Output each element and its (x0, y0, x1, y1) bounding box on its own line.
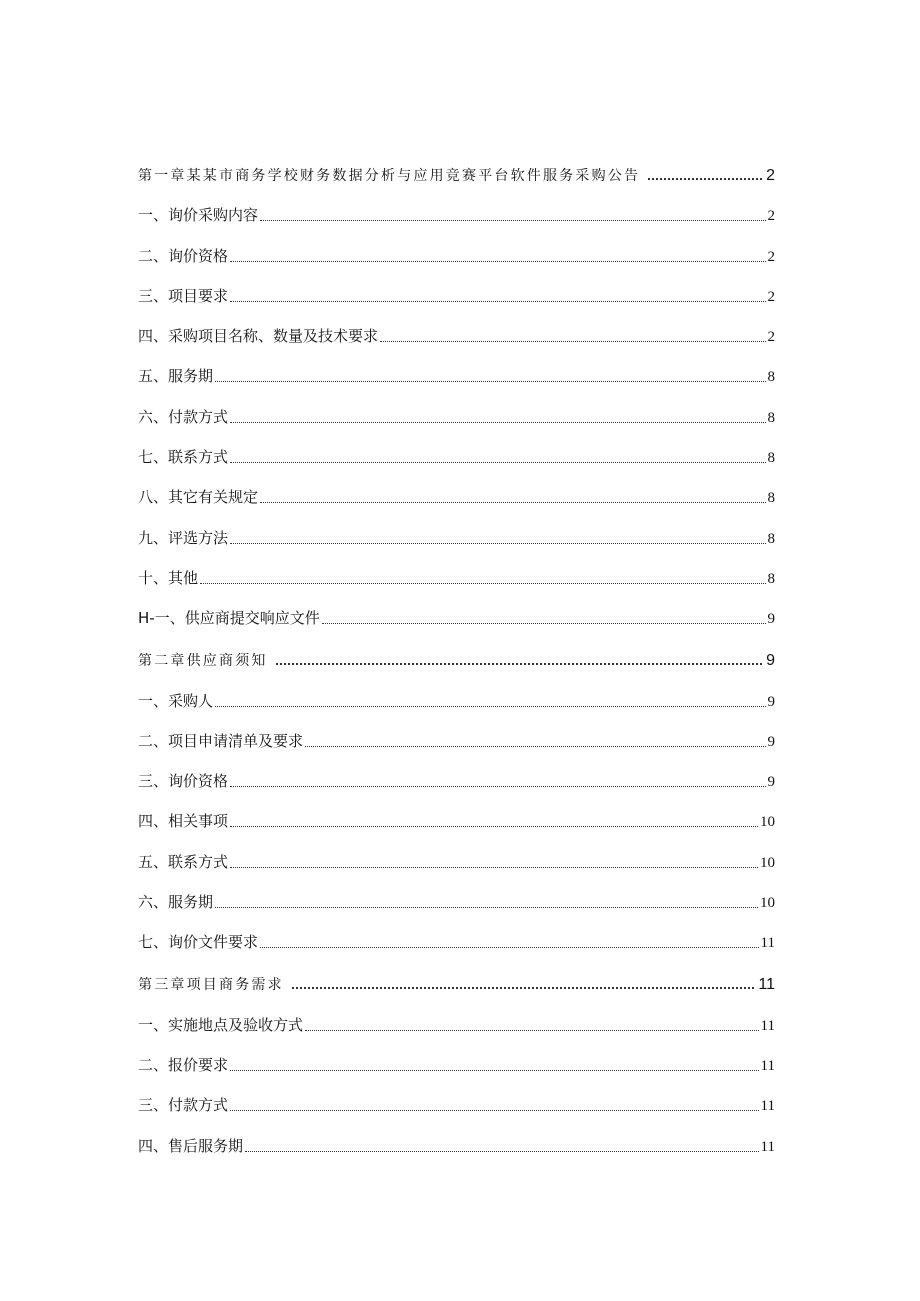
toc-dot-leader (230, 422, 765, 423)
toc-dot-leader (215, 907, 758, 908)
toc-entry-title: 三、付款方式 (138, 1096, 229, 1115)
toc-page-number: 2 (767, 288, 775, 305)
toc-chapter-entry[interactable] (138, 145, 775, 187)
toc-entry-title: 四、采购项目名称、数量及技术要求 (138, 327, 379, 346)
toc-entry-title: 十、其他 (138, 568, 199, 587)
toc-page-number: 8 (767, 450, 775, 467)
toc-entry-title: 五、服务期 (138, 367, 214, 386)
toc-dot-leader (230, 786, 765, 787)
toc-chapter-entry[interactable] (138, 630, 775, 672)
toc-section-entry[interactable] (138, 187, 775, 227)
toc-entry-title: 一、询价采购内容 (138, 206, 259, 225)
toc-entry-title: 六、付款方式 (138, 407, 229, 426)
toc-dot-leader (230, 301, 765, 302)
toc-page-number: 9 (767, 611, 775, 628)
toc-dot-leader (292, 987, 755, 989)
toc-section-entry[interactable] (138, 1037, 775, 1077)
toc-page-number: 10 (760, 895, 775, 912)
table-of-contents (138, 145, 775, 1158)
toc-section-entry[interactable] (138, 348, 775, 388)
toc-entry-title: 二、项目申请清单及要求 (138, 731, 304, 750)
toc-entry-title: 一、采购人 (138, 691, 214, 710)
toc-dot-leader (380, 341, 765, 342)
toc-dot-leader (260, 502, 765, 503)
toc-dot-leader (230, 1070, 759, 1071)
toc-entry-title: 三、询价资格 (138, 772, 229, 791)
toc-section-entry[interactable] (138, 550, 775, 590)
toc-page-number: 9 (767, 693, 775, 710)
toc-section-entry[interactable] (138, 996, 775, 1036)
toc-section-entry[interactable] (138, 713, 775, 753)
toc-dot-leader (260, 220, 765, 221)
toc-dot-leader (215, 706, 765, 707)
toc-section-entry[interactable] (138, 1117, 775, 1157)
toc-entry-title: 四、相关事项 (138, 812, 229, 831)
toc-entry-title: 三、项目要求 (138, 286, 229, 305)
toc-section-entry[interactable] (138, 793, 775, 833)
toc-page-number: 10 (760, 854, 775, 871)
toc-page-number: 11 (760, 1017, 775, 1034)
toc-dot-leader (276, 663, 762, 665)
toc-section-entry[interactable] (138, 1077, 775, 1117)
toc-dot-leader (230, 543, 765, 544)
toc-page-number: 2 (767, 208, 775, 225)
toc-entry-title: 七、联系方式 (138, 448, 229, 467)
toc-section-entry[interactable] (138, 469, 775, 509)
toc-page-number: 8 (767, 490, 775, 507)
toc-dot-leader (230, 1110, 759, 1111)
toc-entry-title: 五、联系方式 (138, 852, 229, 871)
toc-section-entry[interactable] (138, 672, 775, 712)
toc-section-entry[interactable] (138, 268, 775, 308)
toc-section-entry[interactable] (138, 590, 775, 630)
toc-page-number: 10 (760, 814, 775, 831)
toc-entry-title: 八、其它有关规定 (138, 488, 259, 507)
toc-page-number: 8 (767, 369, 775, 386)
toc-section-entry[interactable] (138, 914, 775, 954)
toc-section-entry[interactable] (138, 874, 775, 914)
toc-entry-title: 第一章某某市商务学校财务数据分析与应用竞赛平台软件服务采购公告 (138, 168, 641, 184)
toc-dot-leader (230, 462, 765, 463)
toc-entry-title: 二、询价资格 (138, 246, 229, 265)
toc-page-number: 11 (760, 935, 775, 952)
toc-dot-leader (305, 1030, 759, 1031)
toc-page-number: 8 (767, 570, 775, 587)
toc-page-number: 9 (766, 652, 775, 670)
toc-entry-title: 一、实施地点及验收方式 (138, 1015, 304, 1034)
toc-entry-title: 二、报价要求 (138, 1055, 229, 1074)
toc-entry-title: H-一、供应商提交响应文件 (138, 609, 320, 628)
toc-dot-leader (305, 746, 765, 747)
toc-chapter-entry[interactable] (138, 954, 775, 996)
toc-page-number: 8 (767, 530, 775, 547)
toc-section-entry[interactable] (138, 388, 775, 428)
toc-page-number: 2 (767, 329, 775, 346)
toc-entry-title: 四、售后服务期 (138, 1136, 244, 1155)
toc-page-number: 11 (760, 1138, 775, 1155)
toc-page-number: 9 (767, 733, 775, 750)
toc-section-entry[interactable] (138, 509, 775, 549)
toc-page-number: 11 (760, 1098, 775, 1115)
toc-entry-title: 第三章项目商务需求 (138, 977, 284, 994)
toc-page-number: 2 (766, 167, 775, 184)
toc-page-number: 2 (767, 248, 775, 265)
toc-dot-leader (260, 947, 759, 948)
toc-page-number: 11 (758, 976, 775, 994)
toc-page-number: 11 (760, 1057, 775, 1074)
toc-dot-leader (322, 623, 766, 624)
toc-dot-leader (230, 261, 765, 262)
toc-section-entry[interactable] (138, 308, 775, 348)
toc-dot-leader (200, 583, 765, 584)
toc-section-entry[interactable] (138, 429, 775, 469)
toc-dot-leader (648, 178, 762, 180)
toc-entry-title: 第二章供应商须知 (138, 653, 268, 670)
toc-entry-title: 七、询价文件要求 (138, 933, 259, 952)
toc-dot-leader (230, 867, 758, 868)
toc-entry-title: 六、服务期 (138, 893, 214, 912)
toc-section-entry[interactable] (138, 833, 775, 873)
toc-section-entry[interactable] (138, 753, 775, 793)
toc-entry-title: 九、评选方法 (138, 528, 229, 547)
toc-page-number: 9 (767, 774, 775, 791)
toc-page-number: 8 (767, 409, 775, 426)
toc-dot-leader (245, 1151, 759, 1152)
toc-dot-leader (230, 826, 758, 827)
toc-dot-leader (215, 381, 765, 382)
toc-section-entry[interactable] (138, 227, 775, 267)
